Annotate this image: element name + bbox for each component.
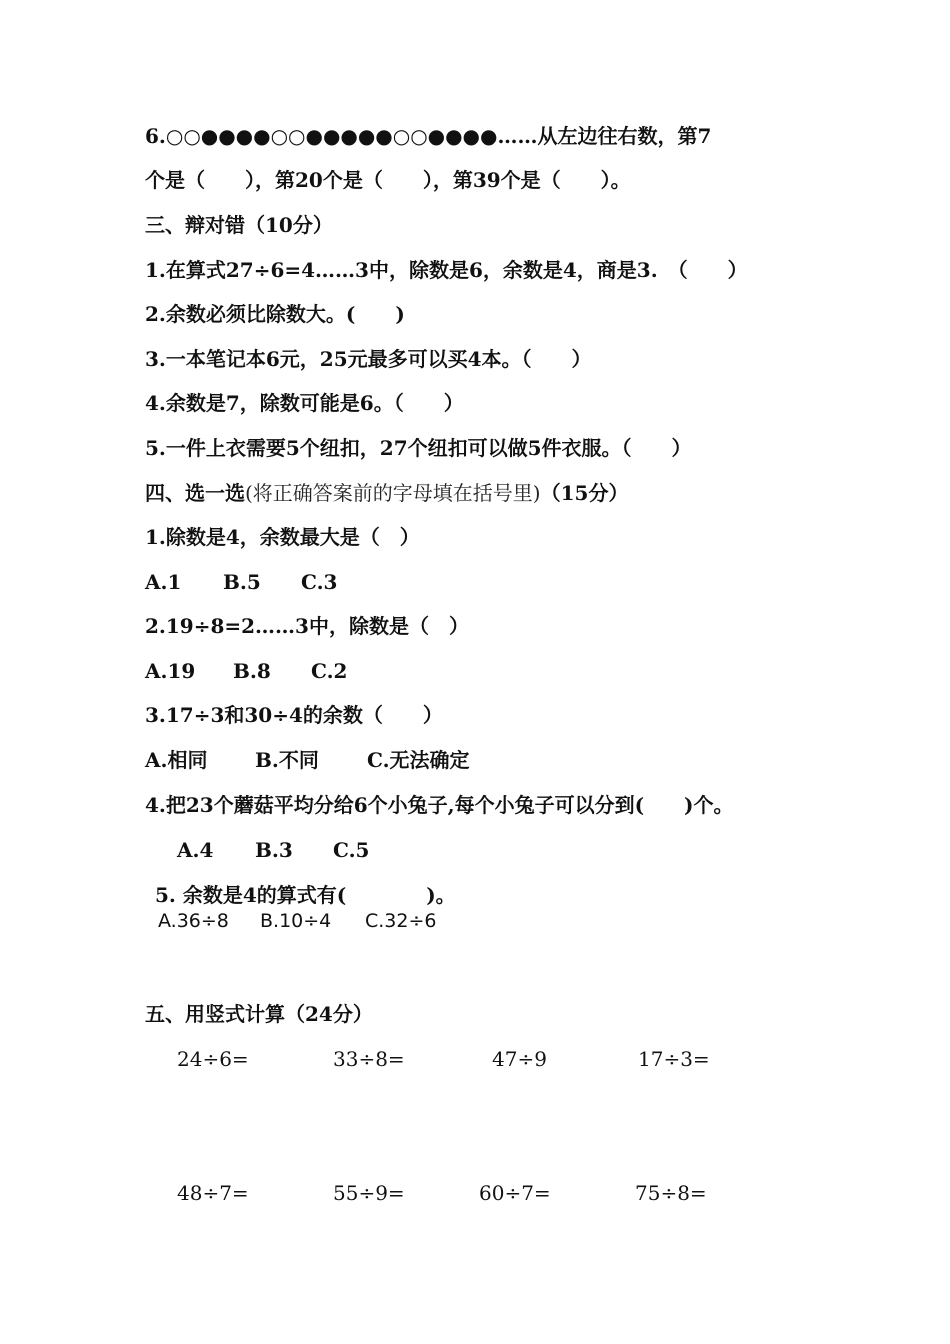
section4-note: (将正确答案前的字母填在括号里) [245, 481, 541, 505]
option-c: C.2 [311, 659, 348, 683]
section4-q2-options [145, 658, 347, 684]
q6-line2: 个是（ ），第20个是（ ），第39个是（ ）。 [145, 168, 631, 192]
option-c: C.3 [301, 570, 338, 594]
calc-item: 47÷9 [492, 1047, 547, 1071]
section3-item-3: 3.一本笔记本6元，25元最多可以买4本。（ ） [145, 347, 592, 371]
section3-item-4: 4.余数是7，除数可能是6。（ ） [145, 391, 464, 415]
option-a: A.相同 [145, 748, 208, 772]
option-a: A.36÷8 [158, 910, 229, 932]
section4-q1-options [145, 569, 337, 595]
option-b: B.5 [223, 570, 261, 594]
option-c: C.无法确定 [367, 748, 470, 772]
calc-item: 17÷3= [638, 1047, 710, 1071]
calc-item: 24÷6= [177, 1047, 249, 1071]
section5-title: 五、用竖式计算（24分） [145, 1002, 373, 1026]
section4-title: 四、选一选 [145, 481, 245, 505]
option-a: A.19 [145, 659, 196, 683]
option-b: B.10÷4 [260, 910, 332, 932]
calc-item: 48÷7= [177, 1181, 249, 1205]
calc-item: 60÷7= [479, 1181, 551, 1205]
option-c: C.32÷6 [365, 910, 437, 932]
calc-item: 55÷9= [333, 1181, 405, 1205]
section4-q3: 3.17÷3和30÷4的余数（ ） [145, 703, 443, 727]
option-b: B.不同 [255, 748, 319, 772]
section3-title: 三、辩对错（10分） [145, 213, 333, 237]
section3-item-2: 2.余数必须比除数大。( ) [145, 302, 405, 326]
section3-item-1: 1.在算式27÷6=4……3中，除数是6，余数是4，商是3. （ ） [145, 258, 748, 282]
option-c: C.5 [333, 838, 370, 862]
calc-item: 75÷8= [635, 1181, 707, 1205]
calc-item: 33÷8= [333, 1047, 405, 1071]
section4-q4: 4.把23个蘑菇平均分给6个小兔子,每个小兔子可以分到( )个。 [145, 793, 734, 817]
section4-q5-options [158, 908, 437, 934]
option-a: A.1 [145, 570, 182, 594]
option-b: B.8 [233, 659, 271, 683]
section4-q3-options [145, 747, 470, 773]
section3-item-5: 5.一件上衣需要5个纽扣，27个纽扣可以做5件衣服。（ ） [145, 436, 692, 460]
section4-q4-options [177, 837, 369, 863]
section4-title-line [145, 480, 628, 506]
option-a: A.4 [177, 838, 214, 862]
section4-q1: 1.除数是4，余数最大是（ ） [145, 525, 420, 549]
section4-q5: 5. 余数是4的算式有( )。 [155, 883, 456, 907]
q6-line1: 6.○○●●●●○○●●●●●○○●●●●……从左边往右数，第7 [145, 124, 712, 148]
section4-score: （15分） [540, 481, 629, 505]
option-b: B.3 [255, 838, 293, 862]
section4-q2: 2.19÷8=2……3中，除数是（ ） [145, 614, 469, 638]
